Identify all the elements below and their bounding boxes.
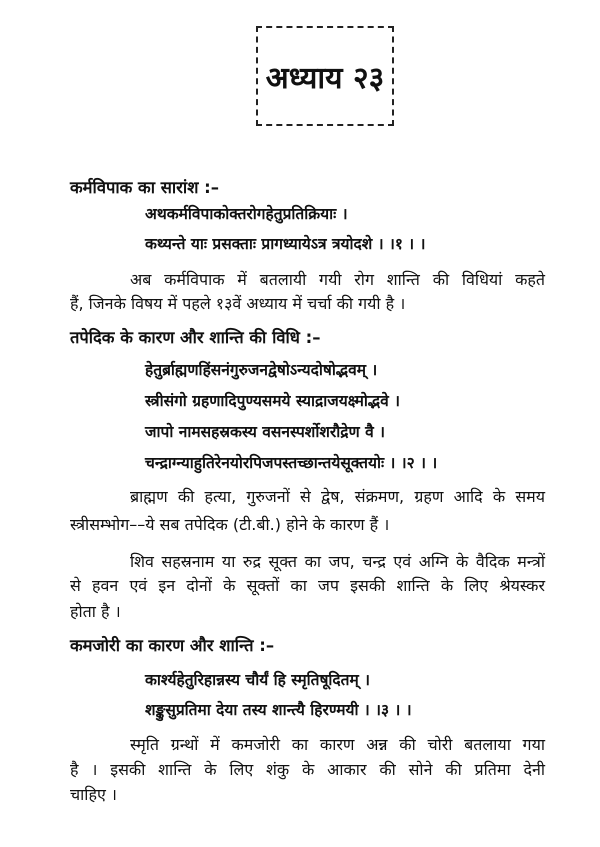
paragraph-line: होता है । — [70, 602, 121, 621]
shloka-line: शङ्कुसुप्रतिमा देया तस्य शान्त्यै हिरण्मयी । ।३ । । — [145, 701, 412, 719]
paragraph-line: है । इसकी शान्ति के लिए शंकु के आकार की सोने की प्रतिमा देनी — [70, 760, 545, 779]
shloka-line: कथ्यन्ते याः प्रसक्ताः प्रागध्यायेऽत्र त्रयोदशे । ।१ । । — [145, 235, 426, 253]
paragraph-line: शिव सहस्रनाम या रुद्र सूक्त का जप, चन्द्र एवं अग्नि के वैदिक मन्त्रों — [130, 552, 545, 571]
section-heading: कमजोरी का कारण और शान्ति :– — [70, 636, 275, 655]
section-heading: तपेदिक के कारण और शान्ति की विधि :– — [70, 328, 321, 347]
chapter-title: अध्याय २३ — [265, 60, 385, 96]
shloka-line: कार्श्यहेतुरिहान्नस्य चौर्यं हि स्मृतिषूदितम् । — [145, 671, 371, 689]
paragraph-line: से हवन एवं इन दोनों के सूक्तों का जप इसकी शान्ति के लिए श्रेयस्कर — [70, 576, 545, 595]
shloka-line: हेतुर्ब्राह्मणहिंसनंगुरुजनद्वेषोऽन्यदोषोद्भवम् । — [145, 361, 378, 379]
section-heading: कर्मविपाक का सारांश :– — [70, 178, 220, 197]
paragraph-line: हैं, जिनके विषय में पहले १३वें अध्याय में चर्चा की गयी है । — [70, 294, 406, 313]
chapter-title-box — [256, 26, 394, 126]
paragraph-line: स्मृति ग्रन्थों में कमजोरी का कारण अन्न की चोरी बतलाया गया — [130, 735, 545, 754]
shloka-line: जापो नामसहस्रकस्य वसनस्पर्शोशरौद्रेण वै । — [145, 423, 385, 441]
paragraph-line: ब्राह्मण की हत्या, गुरुजनों से द्वेष, संक्रमण, ग्रहण आदि के समय — [130, 487, 545, 506]
paragraph-line: अब कर्मविपाक में बतलायी गयी रोग शान्ति की विधियां कहते — [130, 270, 545, 289]
paragraph-line: चाहिए । — [70, 785, 117, 804]
paragraph-line: स्त्रीसम्भोग––ये सब तपेदिक (टी.बी.) होने के कारण हैं । — [70, 515, 390, 534]
shloka-line: अथकर्मविपाकोक्तरोगहेतुप्रतिक्रियाः । — [145, 205, 348, 223]
shloka-line: स्त्रीसंगो ग्रहणादिपुण्यसमये स्याद्राजयक्ष्मोद्भवे । — [145, 392, 401, 410]
shloka-line: चन्द्राग्न्याहुतिरेनयोरपिजपस्तच्छान्तयेसूक्तयोः । ।२ । । — [145, 454, 438, 472]
